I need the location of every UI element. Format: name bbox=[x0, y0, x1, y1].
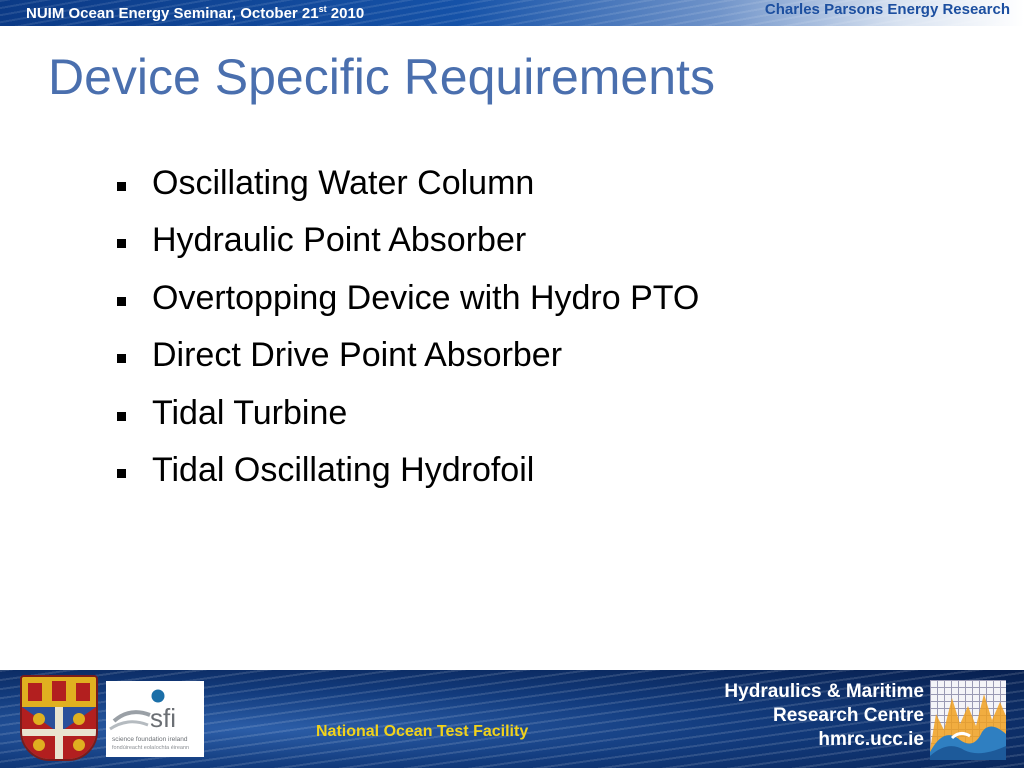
square-bullet-icon bbox=[117, 297, 126, 306]
bullet-item bbox=[117, 164, 699, 221]
bullet-item bbox=[117, 394, 699, 451]
bullet-text: Overtopping Device with Hydro PTO bbox=[152, 278, 700, 317]
square-bullet-icon bbox=[117, 412, 126, 421]
bullet-text: Tidal Oscillating Hydrofoil bbox=[152, 450, 535, 489]
hmrc-line2: Research Centre bbox=[772, 705, 924, 726]
facility-name: National Ocean Test Facility bbox=[316, 723, 529, 740]
bottom-banner bbox=[0, 670, 1024, 768]
square-bullet-icon bbox=[117, 354, 126, 363]
bullet-list bbox=[117, 164, 699, 508]
sfi-logo-icon bbox=[106, 681, 204, 757]
bullet-text: Tidal Turbine bbox=[152, 393, 348, 432]
hmrc-url: hmrc.ucc.ie bbox=[818, 729, 924, 750]
top-banner bbox=[0, 0, 1024, 26]
bullet-text: Hydraulic Point Absorber bbox=[152, 221, 527, 260]
bullet-item bbox=[117, 221, 699, 278]
square-bullet-icon bbox=[117, 469, 126, 478]
slide-title: Device Specific Requirements bbox=[48, 49, 715, 105]
bullet-text: Direct Drive Point Absorber bbox=[152, 336, 563, 375]
org-name: Charles Parsons Energy Research bbox=[764, 1, 1010, 18]
bullet-item bbox=[117, 451, 699, 508]
seminar-title-superscript: st bbox=[318, 4, 327, 14]
university-crest-icon bbox=[20, 675, 98, 761]
seminar-year: 2010 bbox=[326, 5, 365, 22]
hmrc-logo-icon bbox=[930, 680, 1006, 760]
sfi-caption-en: science foundation ireland bbox=[112, 736, 188, 743]
sfi-wordmark: sfi bbox=[150, 703, 176, 733]
square-bullet-icon bbox=[117, 182, 126, 191]
hmrc-text bbox=[724, 680, 924, 752]
bullet-text: Oscillating Water Column bbox=[152, 164, 535, 202]
bullet-item bbox=[117, 279, 699, 336]
hmrc-line1: Hydraulics & Maritime bbox=[724, 681, 924, 702]
square-bullet-icon bbox=[117, 239, 126, 248]
seminar-title-text: NUIM Ocean Energy Seminar, October 21 bbox=[26, 5, 319, 22]
sfi-caption-ga: fondúireacht eolaíochta éireann bbox=[112, 745, 190, 751]
bullet-item bbox=[117, 336, 699, 393]
seminar-title bbox=[26, 4, 364, 22]
